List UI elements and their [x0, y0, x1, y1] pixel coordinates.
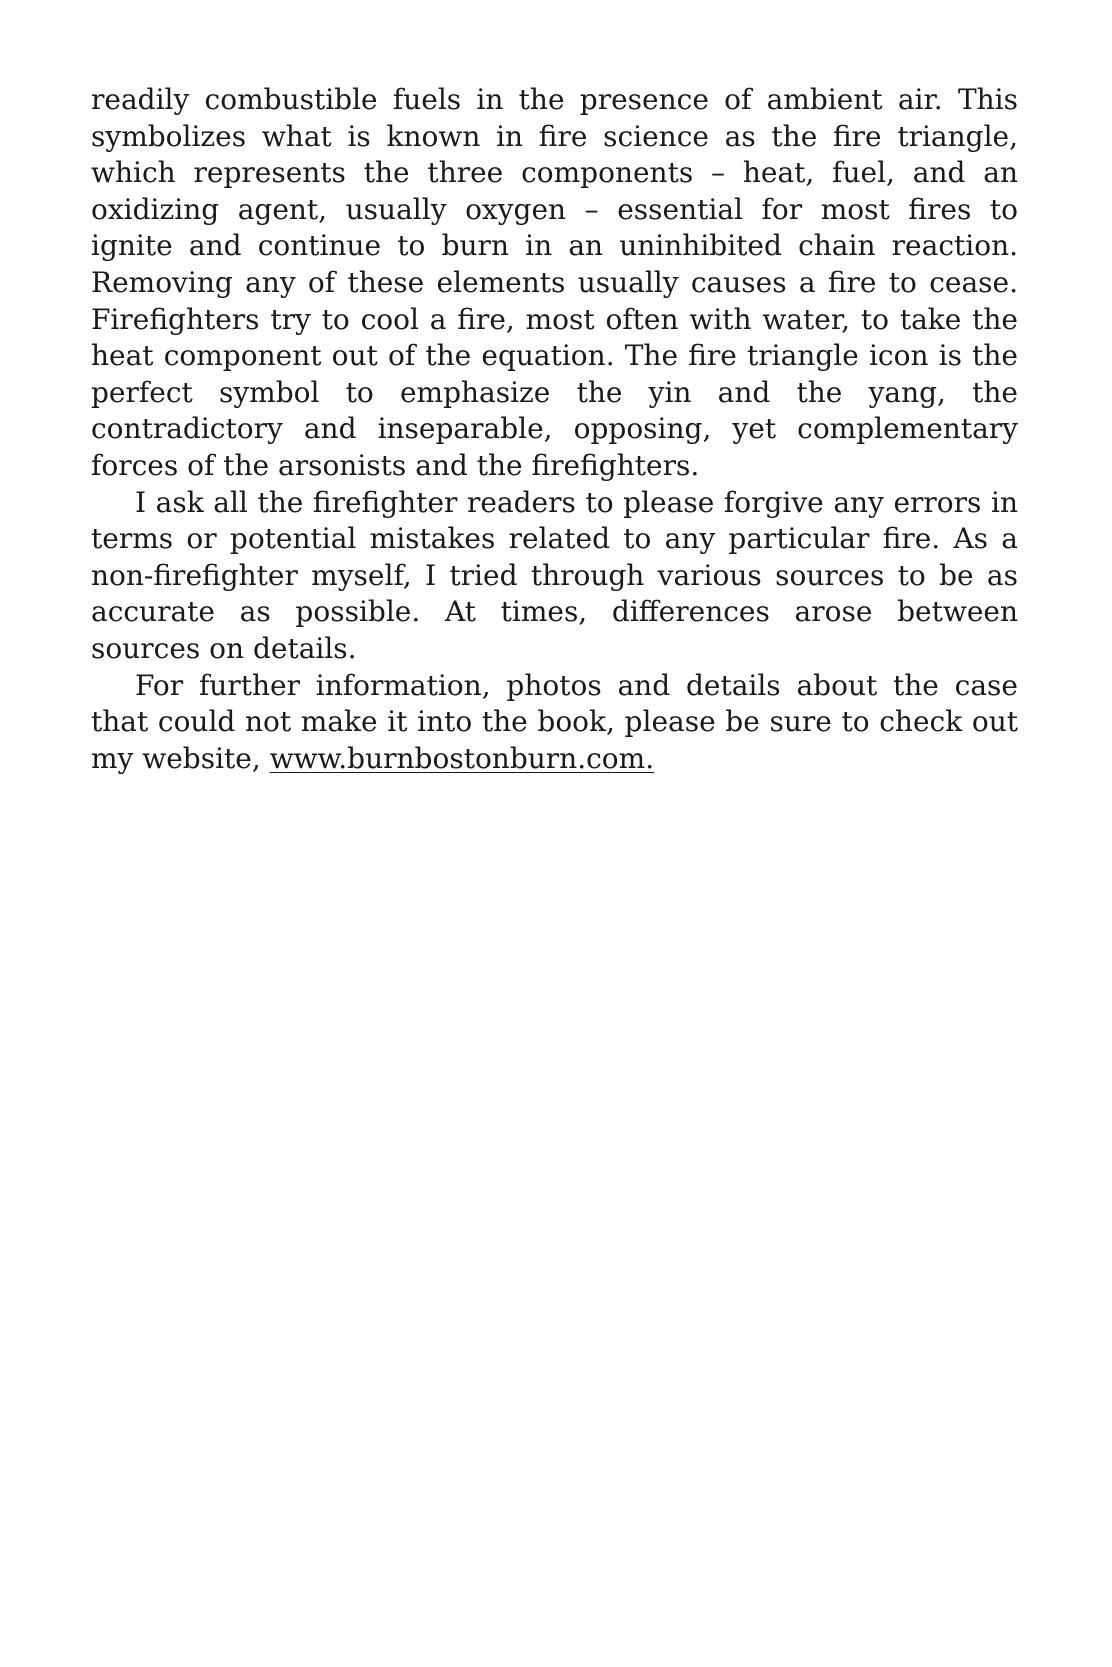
page-body	[91, 82, 1018, 777]
paragraph-website-text: For further information, photos and details about the case that could not make it into the book, please be sure to check out my website,	[91, 668, 1018, 775]
paragraph-website	[91, 668, 1018, 778]
paragraph-fire-triangle: readily combustible fuels in the presence of ambient air. This symbolizes what is known in fire science as the fire triangle, which represents the three components – heat, fuel, and an oxidizing agent, usually oxygen – essential for most fires to ignite and continue to burn in an uninhibited chain reaction. Removing any of these elements usually causes a fire to cease. Firefighters try to cool a fire, most often with water, to take the heat component out of the equation. The fire triangle icon is the perfect symbol to emphasize the yin and the yang, the contradictory and inseparable, opposing, yet complementary forces of the arsonists and the firefighters.	[91, 83, 1018, 482]
website-link[interactable]: www.burnbostonburn.com.	[269, 741, 655, 775]
paragraph-apology: I ask all the firefighter readers to please forgive any errors in terms or potential mistakes related to any particular fire. As a non-firefighter myself, I tried through various sources to be as accurate as possible. At times, differences arose between sources on details.	[91, 485, 1018, 665]
